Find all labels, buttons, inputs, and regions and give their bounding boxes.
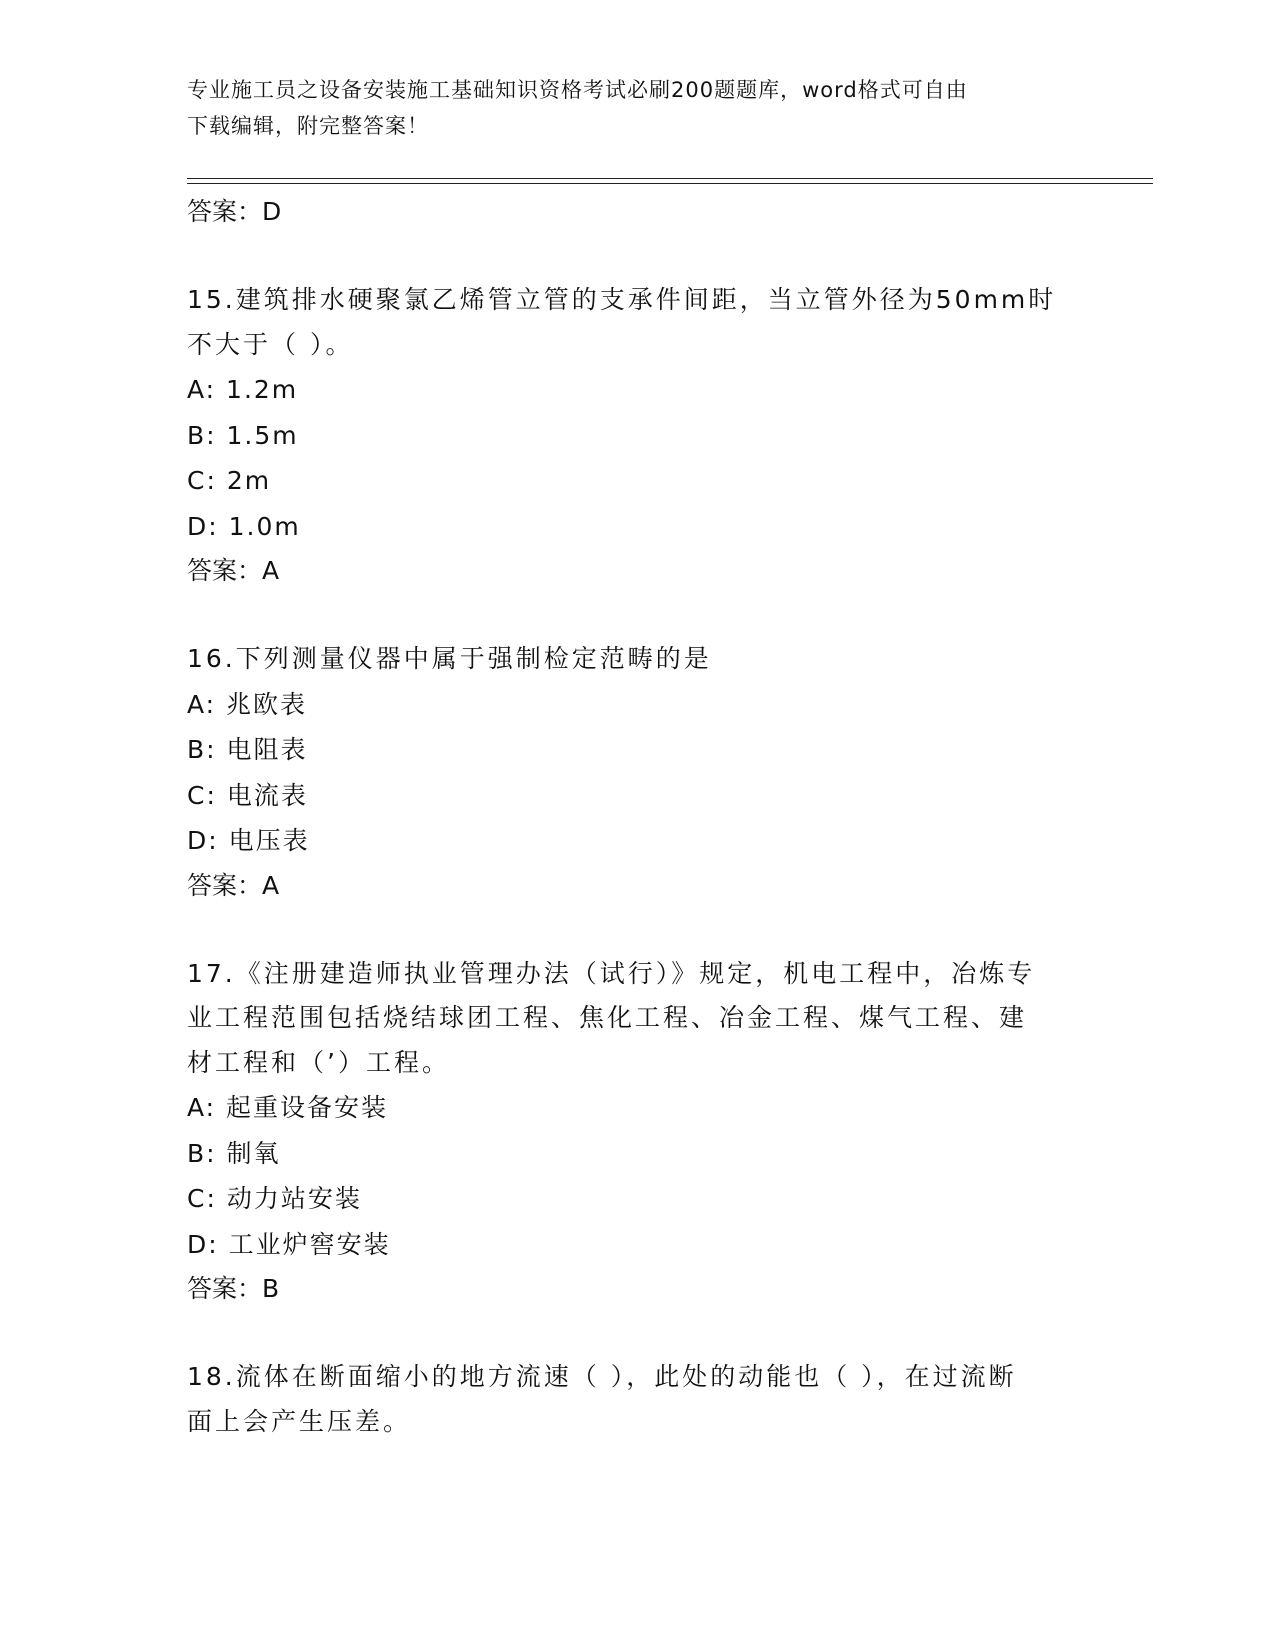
question-text: 15.建筑排水硬聚氯乙烯管立管的支承件间距，当立管外径为50mm时 bbox=[187, 285, 1057, 314]
question-text: 不大于（ ）。 bbox=[187, 329, 354, 359]
document-header bbox=[187, 72, 1087, 144]
option-d: D: 1.0m bbox=[187, 511, 301, 541]
question-text: 16.下列测量仪器中属于强制检定范畴的是 bbox=[187, 644, 712, 673]
question-block bbox=[187, 637, 1087, 908]
answer-line: 答案：B bbox=[187, 1274, 280, 1303]
spacer bbox=[187, 234, 1087, 278]
option-c: C: 动力站安装 bbox=[187, 1184, 362, 1213]
option-d: D: 电压表 bbox=[187, 826, 310, 855]
question-text: 业工程范围包括烧结球团工程、焦化工程、冶金工程、煤气工程、建 bbox=[187, 1003, 1028, 1032]
option-c: C: 2m bbox=[187, 466, 272, 495]
option-b: B: 制氧 bbox=[187, 1138, 281, 1168]
question-block bbox=[187, 1355, 1087, 1444]
header-divider bbox=[187, 183, 1153, 184]
spacer bbox=[187, 1311, 1087, 1355]
option-b: B: 电阻表 bbox=[187, 735, 308, 764]
option-a: A: 起重设备安装 bbox=[187, 1093, 389, 1122]
option-a: A: 1.2m bbox=[187, 375, 299, 404]
answer-line: 答案：D bbox=[187, 197, 282, 226]
option-b: B: 1.5m bbox=[187, 420, 299, 450]
option-a: A: 兆欧表 bbox=[187, 689, 308, 719]
header-line: 专业施工员之设备安装施工基础知识资格考试必刷200题题库，word格式可自由 bbox=[187, 78, 968, 102]
header-divider bbox=[187, 178, 1153, 179]
question-text: 18.流体在断面缩小的地方流速（ ），此处的动能也（ ），在过流断 bbox=[187, 1362, 1017, 1391]
option-c: C: 电流表 bbox=[187, 780, 308, 810]
question-text: 面上会产生压差。 bbox=[187, 1406, 412, 1436]
option-d: D: 工业炉窖安装 bbox=[187, 1229, 391, 1259]
spacer bbox=[187, 908, 1087, 952]
answer-line: 答案：A bbox=[187, 556, 280, 585]
question-list bbox=[187, 190, 1087, 1444]
answer-line: 答案：A bbox=[187, 870, 280, 900]
question-block bbox=[187, 952, 1087, 1312]
header-line: 下载编辑，附完整答案！ bbox=[187, 114, 429, 138]
spacer bbox=[187, 593, 1087, 637]
question-block bbox=[187, 278, 1087, 593]
question-text: 材工程和（’）工程。 bbox=[187, 1047, 450, 1077]
question-text: 17.《注册建造师执业管理办法（试行）》规定，机电工程中，冶炼专 bbox=[187, 958, 1036, 988]
